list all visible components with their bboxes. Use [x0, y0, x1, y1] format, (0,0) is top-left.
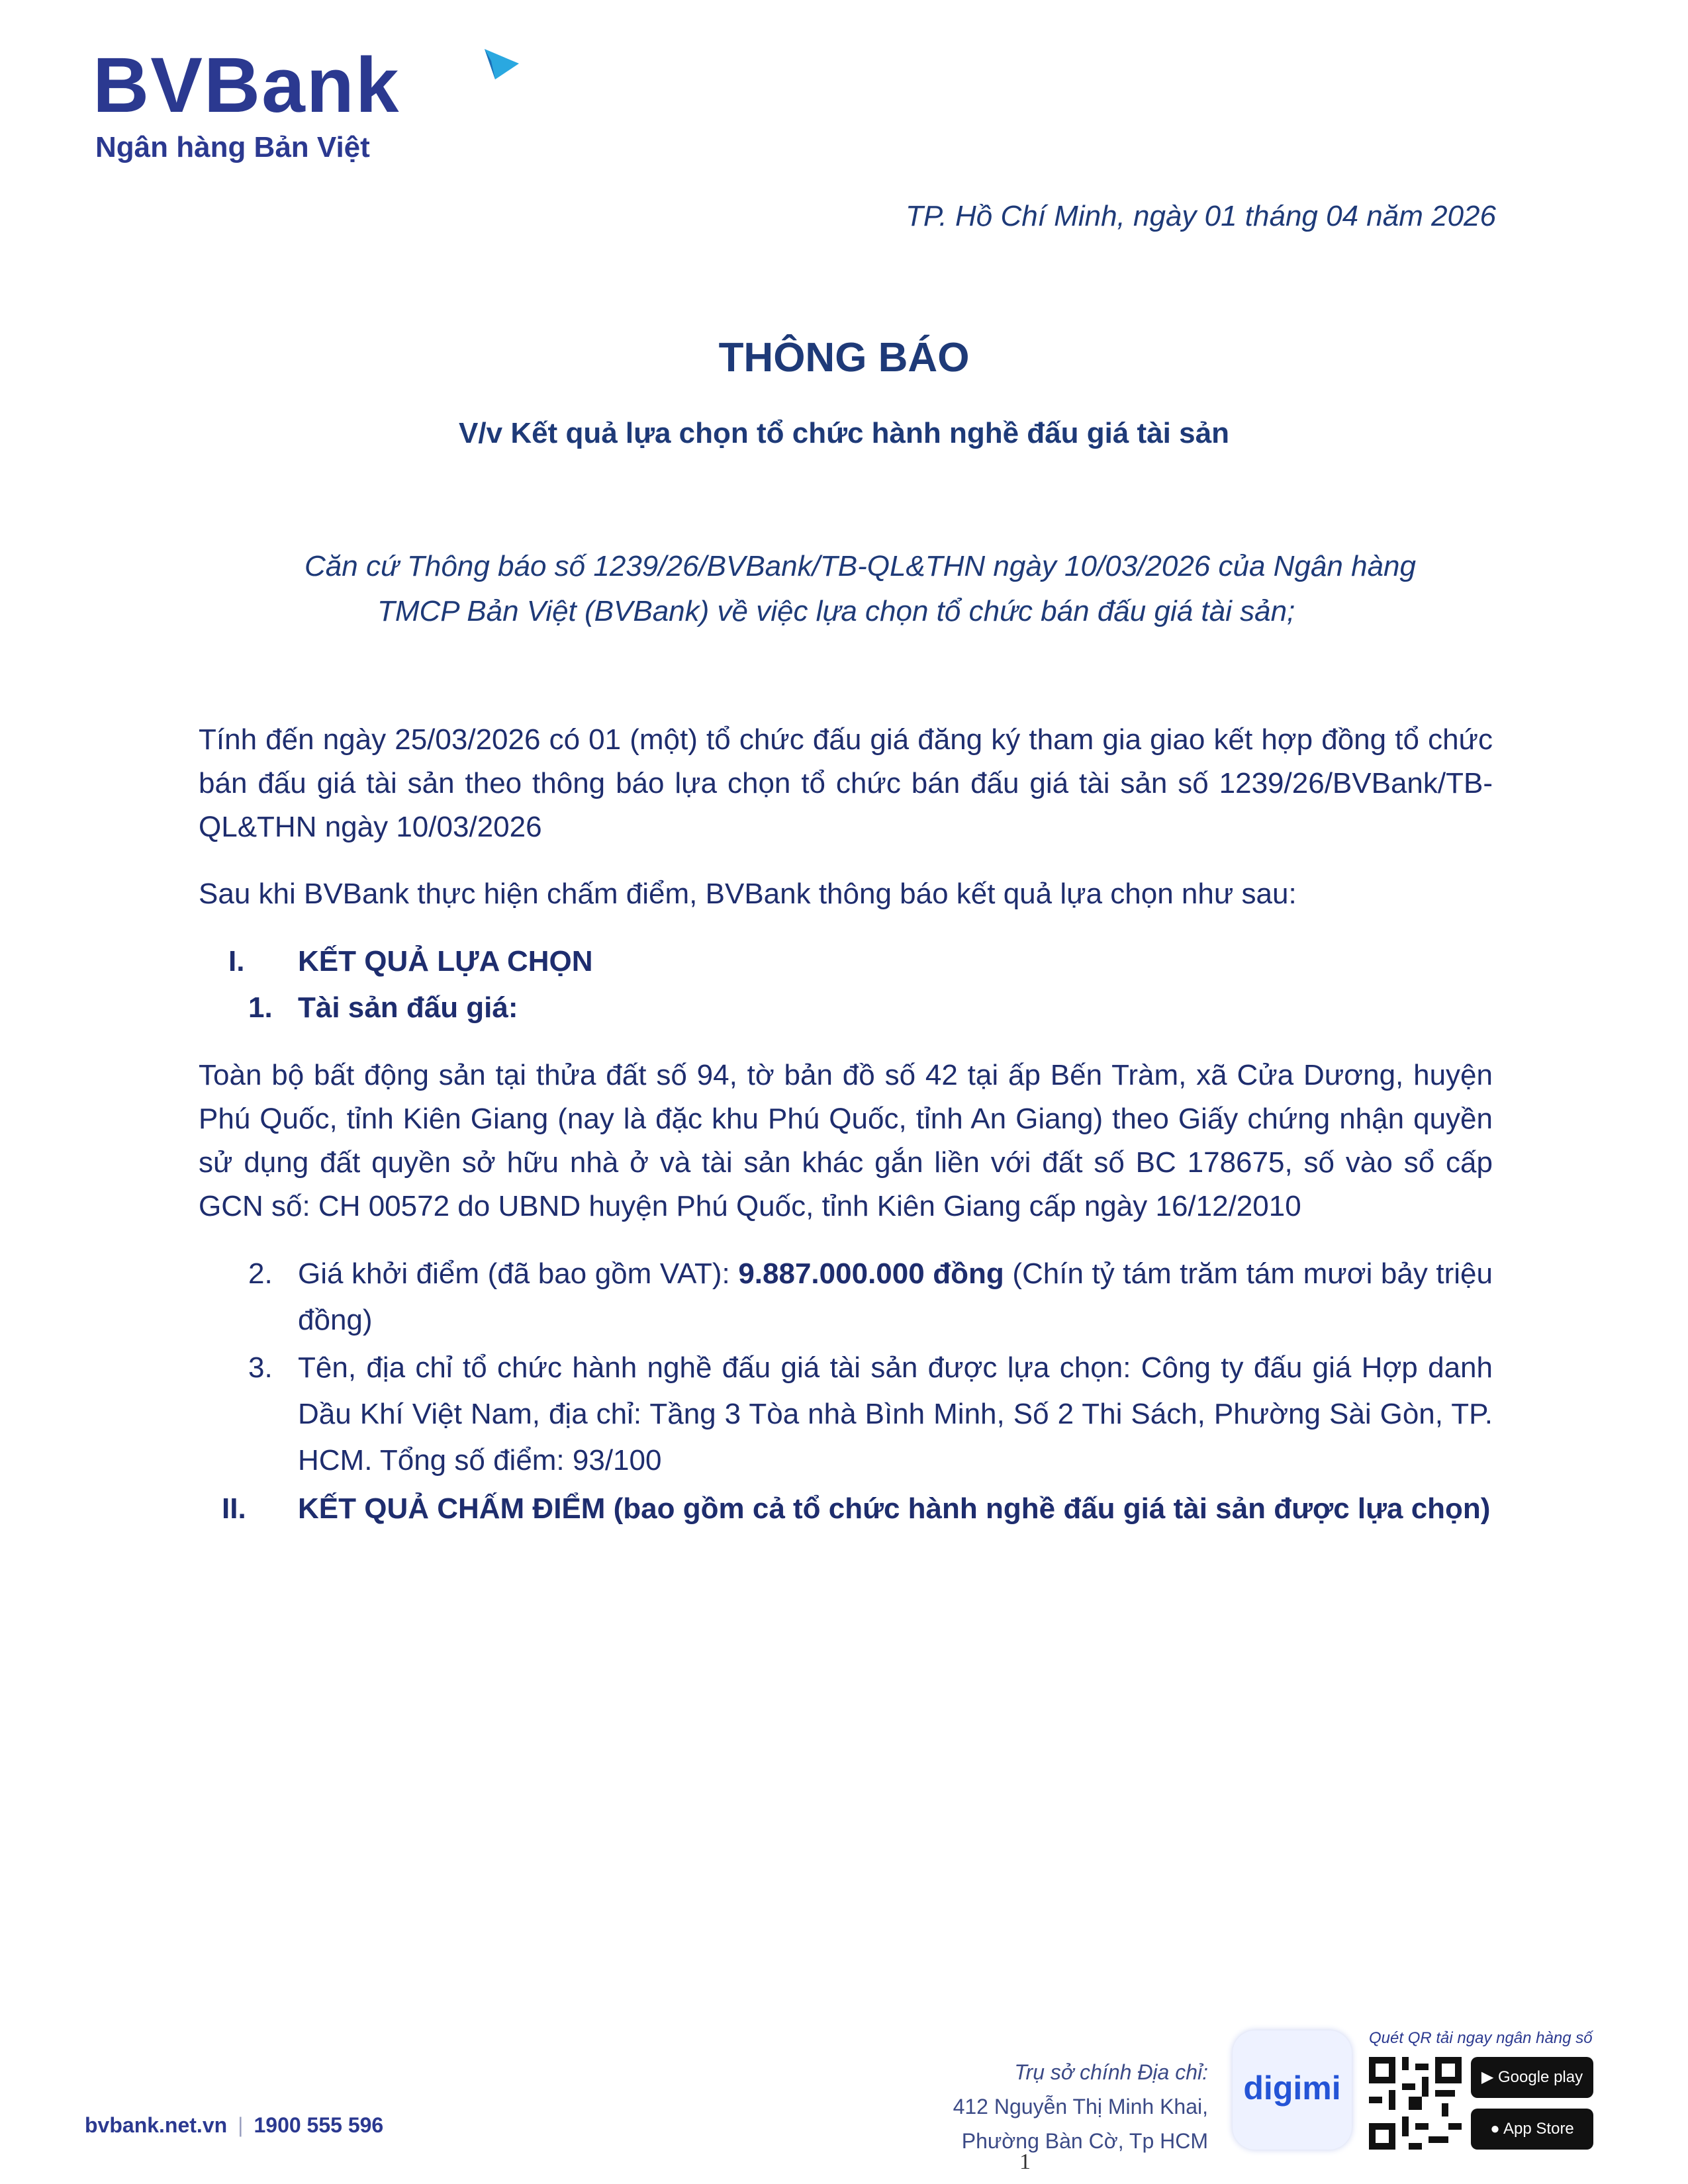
qr-code-icon[interactable]	[1369, 2057, 1462, 2150]
hq-label: Trụ sở chính Địa chỉ:	[1014, 2060, 1208, 2084]
hq-address-line2: Phường Bàn Cờ, Tp HCM	[961, 2129, 1208, 2153]
registration-paragraph: Tính đến ngày 25/03/2026 có 01 (một) tổ chức đấu giá đăng ký tham gia giao kết hợp đồng tổ chức bán đấu giá tài sản theo thông báo lựa chọn tổ chức bán đấu giá tài sản số 1239/26/BVBank/TB-QL&THN ngày 10/03/2026	[199, 723, 1493, 843]
section-2-number: II.	[222, 1492, 246, 1525]
item-3-number: 3.	[248, 1351, 273, 1384]
item-1-heading: Tài sản đấu giá:	[298, 991, 518, 1024]
google-play-icon: ▶	[1481, 2068, 1499, 2086]
asset-description: Toàn bộ bất động sản tại thửa đất số 94, tờ bản đồ số 42 tại ấp Bến Tràm, xã Cửa Dương, huyện Phú Quốc, tỉnh Kiên Giang (nay là đặc khu Phú Quốc, tỉnh An Giang) theo Giấy chứng nhận quyền sử dụng đất quyền sở hữu nhà ở và tài sản khác gắn liền với đất số BC 178675, số vào sổ cấp GCN số: CH 00572 do UBND huyện Phú Quốc, tỉnh Kiên Giang cấp ngày 16/12/2010	[199, 1059, 1493, 1222]
apple-icon: ●	[1490, 2120, 1504, 2138]
app-store-label: App Store	[1503, 2120, 1574, 2138]
app-store-badge[interactable]	[1471, 2109, 1593, 2150]
google-play-badge[interactable]	[1471, 2057, 1593, 2098]
digimi-app-icon[interactable]	[1233, 2030, 1352, 2150]
legal-basis-line1: Căn cứ Thông báo số 1239/26/BVBank/TB-QL&THN ngày 10/03/2026 của Ngân hàng	[305, 550, 1416, 582]
footer-contact	[85, 2113, 383, 2138]
document-subject: V/v Kết quả lựa chọn tổ chức hành nghề đấu giá tài sản	[459, 417, 1229, 449]
footer-website[interactable]: bvbank.net.vn	[85, 2113, 228, 2137]
legal-basis	[305, 544, 1496, 634]
section-1-number: I.	[228, 945, 245, 978]
starting-price-label: Giá khởi điểm (đã bao gồm VAT):	[298, 1257, 739, 1290]
section-1-heading: KẾT QUẢ LỰA CHỌN	[298, 945, 593, 978]
scoring-intro-paragraph: Sau khi BVBank thực hiện chấm điểm, BVBank thông báo kết quả lựa chọn như sau:	[199, 878, 1297, 910]
legal-basis-line2: TMCP Bản Việt (BVBank) về việc lựa chọn tổ chức bán đấu giá tài sản;	[377, 595, 1295, 627]
starting-price-text	[298, 1251, 1493, 1343]
google-play-label: Google play	[1498, 2068, 1583, 2086]
document-title: THÔNG BÁO	[718, 335, 970, 381]
item-1-number: 1.	[248, 991, 273, 1024]
hq-address-line1: 412 Nguyễn Thị Minh Khai,	[953, 2095, 1208, 2118]
page-number: 1	[1019, 2150, 1031, 2174]
footer-separator: |	[238, 2113, 244, 2137]
footer-headquarters	[953, 2055, 1208, 2158]
bvbank-logo	[93, 42, 437, 165]
logo-wordmark: BVBank	[93, 42, 400, 129]
date-line: TP. Hồ Chí Minh, ngày 01 tháng 04 năm 2026	[906, 200, 1496, 232]
selected-organization-text: Tên, địa chỉ tổ chức hành nghề đấu giá tài sản được lựa chọn: Công ty đấu giá Hợp danh Dầu Khí Việt Nam, địa chỉ: Tầng 3 Tòa nhà Bình Minh, Số 2 Thi Sách, Phường Sài Gòn, TP. HCM. Tổng số điểm: 93/100	[298, 1351, 1493, 1477]
section-2-heading: KẾT QUẢ CHẤM ĐIỂM (bao gồm cả tổ chức hành nghề đấu giá tài sản được lựa chọn)	[298, 1492, 1491, 1525]
starting-price-amount: 9.887.000.000 đồng	[738, 1257, 1004, 1290]
qr-caption: Quét QR tải ngay ngân hàng số	[1369, 2029, 1593, 2047]
logo-tagline: Ngân hàng Bản Việt	[95, 131, 370, 163]
starting-price-words: (Chín tỷ tám trăm tám mươi bảy triệu đồng)	[298, 1257, 1493, 1336]
item-2-number: 2.	[248, 1257, 273, 1290]
footer-hotline[interactable]: 1900 555 596	[254, 2113, 384, 2137]
logo-arrow-icon	[482, 46, 522, 86]
digimi-label: digimi	[1243, 2070, 1341, 2107]
